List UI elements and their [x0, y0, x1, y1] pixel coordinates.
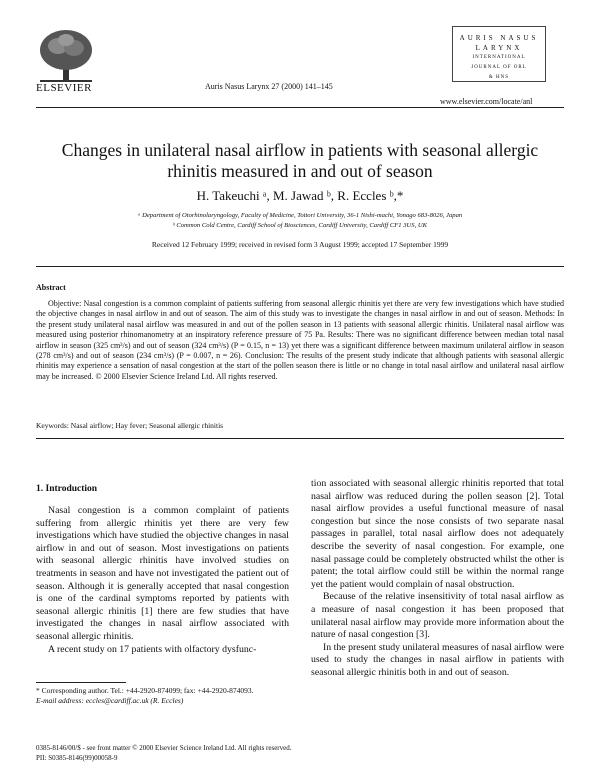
footnote	[36, 686, 289, 706]
header-rule	[36, 107, 564, 108]
body-column-right	[311, 478, 564, 680]
body-paragraph: Because of the relative insensitivity of total nasal airflow as a measure of nasal congestion it has been proposed that unilateral nasal airflow may provide more information about the nature of nasal congestion [3].	[311, 591, 564, 641]
section-heading-introduction: 1. Introduction	[36, 484, 98, 494]
body-paragraph: In the present study unilateral measures of nasal airflow were used to study the changes in nasal airflow in patients with seasonal allergic rhinitis both in and out of season.	[311, 641, 564, 678]
pii-line: PII: S0385-8146(99)00058-9	[36, 753, 118, 762]
body-paragraph: Nasal congestion is a common complaint of patients suffering from allergic rhinitis yet there are very few investigations which have studied the objective changes in nasal airflow in and out of season. Most investigations on patients with seasonal allergic rhinitis have involved studies on treatments in season and have not investigated the patient out of season. Although it is generally accepted that nasal congestion is one of the cardinal symptoms reported by patients with seasonal allergic rhinitis [1] there are few studies that have investigated the changes in nasal airflow associated with seasonal allergic rhinitis.	[36, 505, 289, 642]
copyright-line: 0385-8146/00/$ - see front matter © 2000 Elsevier Science Ireland Ltd. All rights reserved.	[36, 744, 292, 752]
abstract-heading: Abstract	[36, 283, 66, 292]
journal-logo-line: & HNS	[488, 75, 510, 80]
journal-logo-line: LARYNX	[475, 44, 523, 52]
keywords: Keywords: Nasal airflow; Hay fever; Seasonal allergic rhinitis	[36, 421, 224, 430]
elsevier-tree-logo-icon	[36, 28, 96, 84]
front-matter	[36, 744, 292, 763]
journal-logo	[452, 26, 546, 82]
body-paragraph: tion associated with seasonal allergic rhinitis reported that total nasal airflow was reduced during the pollen season [2]. Total nasal airflow provides a useful functional measure of nasal congestion but since the nose consists of two separate nasal passages in parallel, total nasal airflow does not adequately describe the severity of nasal congestion. For example, one nasal passage could be completely obstructed whilst the other is patent; the total airflow could still be within the normal range yet the patient would complain of nasal obstruction.	[311, 478, 564, 590]
affiliation-a: ᵃ Department of Otorhinolaryngology, Faculty of Medicine, Tottori University, 36-1 Nishi-machi, Yonago 683-8026, Japan	[137, 212, 463, 219]
publisher-name: ELSEVIER	[36, 82, 92, 94]
footnote-rule	[36, 682, 126, 683]
article-title: Changes in unilateral nasal airflow in patients with seasonal allergic rhinitis measured in and out of season	[61, 140, 539, 181]
journal-url-link[interactable]: www.elsevier.com/locate/anl	[440, 97, 533, 106]
body-paragraph: A recent study on 17 patients with olfactory dysfunc-	[48, 643, 257, 655]
journal-logo-line: INTERNATIONAL	[472, 55, 526, 60]
abstract-text: Objective: Nasal congestion is a common complaint of patients suffering from seasonal allergic rhinitis yet there are very few investigations which have studied the objective changes in nasal airflow in and out of season. The aim of this study was to investigate the changes in nasal airflow in and out of season. Methods: In the present study unilateral nasal airflow was measured in and out of the pollen season in 13 patients with seasonal allergic rhinitis. Unilateral nasal airflow was measured using posterior rhinomanometry at an inspiratory reference pressure of 75 Pa. Results: There was no significant difference between median total nasal airflow in season (325 cm³/s) and out of season (324 cm³/s) (P = 0.15, n = 13) yet there was a significant difference between maximum unilateral airflow in season (278 cm³/s) and out of season (234 cm³/s) (P = 0.007, n = 26). Conclusion: The results of the present study indicate that although patients with seasonal allergic rhinitis may experience a sensation of nasal congestion at the start of the pollen season there is little or no change in total nasal airflow and unilateral nasal airflow may be increased. © 2000 Elsevier Science Ireland Ltd. All rights reserved.	[36, 299, 564, 381]
corresponding-author-note: * Corresponding author. Tel.: +44-2920-874099; fax: +44-2920-874093.	[36, 686, 254, 695]
abstract-top-rule	[36, 266, 564, 267]
abstract-bottom-rule	[36, 438, 564, 439]
author-email[interactable]: E-mail address: eccles@cardiff.ac.uk (R. Eccles)	[36, 696, 184, 705]
journal-logo-line: JOURNAL OF ORL	[471, 65, 527, 70]
body-column-left	[36, 505, 289, 656]
article-authors: H. Takeuchi ᵃ, M. Jawad ᵇ, R. Eccles ᵇ,*	[196, 188, 404, 203]
journal-logo-line: AURIS NASUS	[459, 34, 539, 42]
journal-citation: Auris Nasus Larynx 27 (2000) 141–145	[205, 82, 333, 91]
affiliation-b: ᵇ Common Cold Centre, Cardiff School of Biosciences, Cardiff University, Cardiff CF1 3US, UK	[172, 222, 428, 229]
received-dates: Received 12 February 1999; received in revised form 3 August 1999; accepted 17 September 1999	[151, 240, 449, 249]
